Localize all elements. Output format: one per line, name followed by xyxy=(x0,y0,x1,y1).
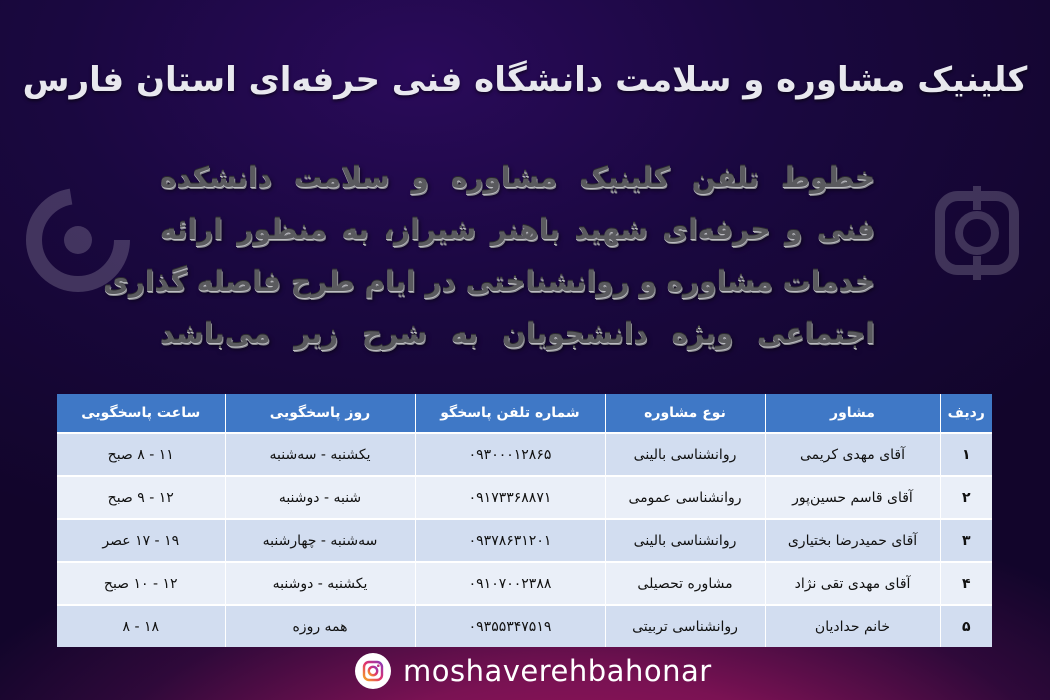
right-watermark-logo-icon xyxy=(922,178,1032,288)
counseling-type: روانشناسی عمومی xyxy=(605,476,765,519)
counseling-type: روانشناسی بالینی xyxy=(605,433,765,476)
response-days: سه‌شنبه - چهارشنبه xyxy=(225,519,415,562)
instagram-footer[interactable] xyxy=(355,652,712,690)
response-hours: ۱۲ - ۹ صبح xyxy=(57,476,225,519)
row-number: ۳ xyxy=(940,519,992,562)
response-days: شنبه - دوشنبه xyxy=(225,476,415,519)
intro-line: خدمات مشاوره و روانشناختی در ایام طرح فاصله گذاری xyxy=(103,265,875,298)
phone-number[interactable]: ۰۹۱۰۷۰۰۲۳۸۸ xyxy=(415,562,605,605)
response-days: یکشنبه - سه‌شنبه xyxy=(225,433,415,476)
counselor-name: آقای مهدی کریمی xyxy=(765,433,940,476)
row-number: ۱ xyxy=(940,433,992,476)
counselor-name: آقای قاسم حسین‌پور xyxy=(765,476,940,519)
counselors-table xyxy=(57,394,992,647)
counselor-name: آقای مهدی تقی نژاد xyxy=(765,562,940,605)
phone-number[interactable]: ۰۹۳۵۵۳۴۷۵۱۹ xyxy=(415,605,605,647)
response-hours: ۱۲ - ۱۰ صبح xyxy=(57,562,225,605)
table-row xyxy=(57,519,992,562)
response-hours: ۱۱ - ۸ صبح xyxy=(57,433,225,476)
counseling-type: روانشناسی تربیتی xyxy=(605,605,765,647)
table-row xyxy=(57,562,992,605)
intro-line: خطوط تلفن کلینیک مشاوره و سلامت دانشکده xyxy=(160,161,875,194)
row-number: ۵ xyxy=(940,605,992,647)
table-row xyxy=(57,476,992,519)
header-days: روز پاسخگویی xyxy=(225,394,415,433)
response-hours: ۱۸ - ۸ xyxy=(57,605,225,647)
counselor-name: خانم حدادیان xyxy=(765,605,940,647)
response-hours: ۱۹ - ۱۷ عصر xyxy=(57,519,225,562)
header-counselor: مشاور xyxy=(765,394,940,433)
page-title: کلینیک مشاوره و سلامت دانشگاه فنی حرفه‌ای استان فارس xyxy=(22,60,1028,100)
instagram-icon[interactable] xyxy=(355,653,391,689)
row-number: ۴ xyxy=(940,562,992,605)
intro-paragraph xyxy=(103,152,875,360)
intro-line: فنی و حرفه‌ای شهید باهنر شیراز، به منظور ارائه xyxy=(160,213,875,246)
table-header-row xyxy=(57,394,992,433)
response-days: همه روزه xyxy=(225,605,415,647)
header-hours: ساعت پاسخگویی xyxy=(57,394,225,433)
phone-number[interactable]: ۰۹۱۷۳۳۶۸۸۷۱ xyxy=(415,476,605,519)
header-phone: شماره تلفن پاسخگو xyxy=(415,394,605,433)
counseling-type: مشاوره تحصیلی xyxy=(605,562,765,605)
counselor-name: آقای حمیدرضا بختیاری xyxy=(765,519,940,562)
phone-number[interactable]: ۰۹۳۰۰۰۱۲۸۶۵ xyxy=(415,433,605,476)
row-number: ۲ xyxy=(940,476,992,519)
table-row xyxy=(57,605,992,647)
counseling-type: روانشناسی بالینی xyxy=(605,519,765,562)
header-counseling-type: نوع مشاوره xyxy=(605,394,765,433)
table-row xyxy=(57,433,992,476)
phone-number[interactable]: ۰۹۳۷۸۶۳۱۲۰۱ xyxy=(415,519,605,562)
instagram-handle[interactable]: moshaverehbahonar xyxy=(403,654,712,688)
header-row-number: ردیف xyxy=(940,394,992,433)
response-days: یکشنبه - دوشنبه xyxy=(225,562,415,605)
intro-line: اجتماعی ویژه دانشجویان به شرح زیر می‌باشد xyxy=(160,317,875,350)
